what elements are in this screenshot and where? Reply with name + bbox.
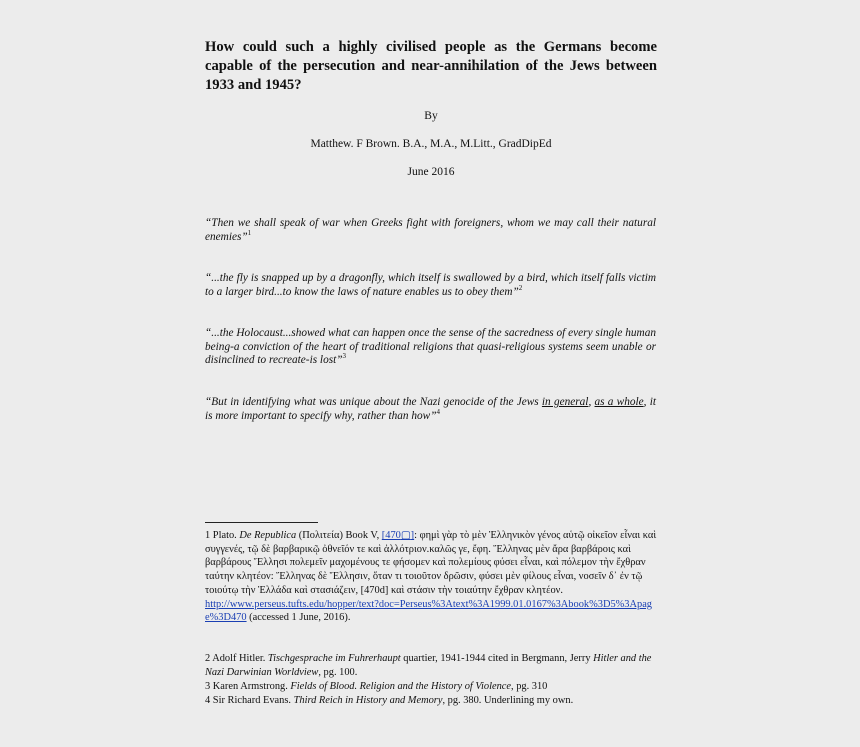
- underlined-phrase: in general: [541, 396, 589, 408]
- footnote-separator: [205, 522, 318, 523]
- footnote-1: 1 Plato. De Republica (Πολιτεία) Book V, [470▢]: φημὶ γὰρ τὸ μὲν Ἑλληνικὸν γένος αὑτῷ οἰκεῖον εἶναι καὶ συγγενές, τῷ δὲ βαρβαρικῷ ὀθνεῖόν τε καὶ ἀλλότριον.καλῶς γε, ἔφη. Ἕλληνας μὲν ἄρα βαρβάροις καὶ βαρβάρους Ἕλλησι πολεμεῖν μαχομένους τε φήσομεν καὶ πολεμίους φύσει εἶναι, καὶ πόλεμον τὴν ἔχθραν ταύτην κλητέον: Ἕλληνας δὲ Ἕλλησιν, ὅταν τι τοιοῦτον δρῶσιν, φύσει μὲν φίλους εἶναι, νοσεῖν δ᾽ ἐν τῷ τοιούτῳ τὴν Ἑλλάδα καὶ στασιάζειν, [470d] καὶ στάσιν τὴν τοιαύτην ἔχθραν κλητέον. http://www.perseus.tufts.edu/hopper/text?doc=Perseus%3Atext%3A1999.01.0167%3Abook%3D5%3Apage%3D470 (accessed 1 June, 2016).: [205, 530, 657, 624]
- perseus-url-link[interactable]: http://www.perseus.tufts.edu/hopper/text?doc=Perseus%3Atext%3A1999.01.0167%3Abook%3D5%3Apage%3D470: [205, 598, 652, 624]
- footnote-marker: 4: [436, 407, 440, 416]
- author-line: Matthew. F Brown. B.A., M.A., M.Litt., GradDipEd: [310, 138, 552, 150]
- epigraph-quote-2: “...the fly is snapped up by a dragonfly, which itself is swallowed by a bird, which itself falls victim to a larger bird...to know the laws of nature enables us to obey them”$^2$: [205, 272, 656, 298]
- footnote-2: 2 Adolf Hitler. Tischgesprache im Fuhrerhaupt quartier, 1941-1944 cited in Bergmann, Jerry Hitler and the Nazi Darwinian Worldview, pg. 100.: [205, 653, 652, 678]
- document-title: How could such a highly civilised people as the Germans become capable of the persecution and near-annihilation of the Jews between 1933 and 1945?: [205, 39, 657, 93]
- footnote-marker: 1: [247, 228, 252, 237]
- date-line: June 2016: [407, 166, 455, 178]
- reference-link[interactable]: [470▢]: [381, 530, 415, 541]
- epigraph-quote-1: “Then we shall speak of war when Greeks fight with foreigners, whom we may call their natural enemies”$^1$: [205, 217, 656, 243]
- by-line: By: [424, 110, 438, 122]
- footnote-3: 3 Karen Armstrong. Fields of Blood. Religion and the History of Violence, pg. 310: [205, 681, 548, 692]
- footnote-4: 4 Sir Richard Evans. Third Reich in History and Memory, pg. 380. Underlining my own.: [205, 695, 574, 706]
- underlined-phrase: as a whole: [594, 396, 644, 408]
- external-link-icon: ▢: [400, 530, 411, 541]
- footnote-marker: 3: [342, 352, 347, 361]
- footnote-marker: 2: [518, 283, 523, 292]
- epigraph-quote-3: “...the Holocaust...showed what can happen once the sense of the sacredness of every single human being-a conviction of the heart of traditional religions that quasi-religious systems seem unable or disinclined to recreate-is lost”$^3$: [205, 327, 656, 367]
- epigraph-quote-4: “But in identifying what was unique about the Nazi genocide of the Jews in general, as a whole, it is more important to specify why, rather than how”$^4$: [205, 396, 656, 422]
